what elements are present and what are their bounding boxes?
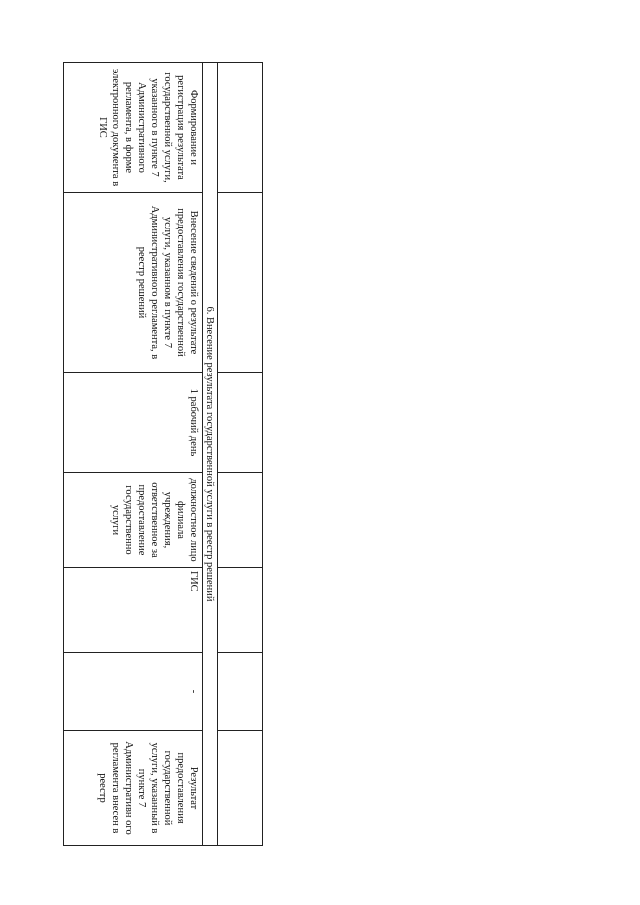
header-cell-empty bbox=[218, 373, 263, 473]
cell-criteria: - bbox=[64, 653, 203, 731]
header-cell-empty bbox=[218, 731, 263, 846]
header-cell-empty bbox=[218, 63, 263, 193]
table-header-row bbox=[218, 63, 263, 846]
header-cell-empty bbox=[218, 193, 263, 373]
header-cell-empty bbox=[218, 568, 263, 653]
header-cell-empty bbox=[218, 653, 263, 731]
rotated-table bbox=[63, 62, 263, 845]
section-title-row bbox=[203, 63, 218, 846]
cell-action-content: Внесение сведений о результате предоставления государственной услуги, указанном в пункте 7 Административного регламента, в реестр решений bbox=[64, 193, 203, 373]
cell-result: Результат предоставления государственной услуги, указанный в пункте 7 Административн ого регламента внесен в реестр bbox=[64, 731, 203, 846]
cell-responsible: должностное лицо филиала учреждения, ответственное за предоставление государственно услуги bbox=[64, 473, 203, 568]
page-number-container bbox=[0, 0, 20, 20]
cell-system: ГИС bbox=[64, 568, 203, 653]
section-title: 6. Внесение результата государственной услуги в реестр решений bbox=[203, 63, 218, 846]
procedure-table bbox=[63, 62, 263, 846]
cell-duration: 1 рабочий день bbox=[64, 373, 203, 473]
cell-action-base: Формирование и регистрация результата государственной услуги, указанного в пункте 7 Административного регламента, в форме электронного документа в ГИС bbox=[64, 63, 203, 193]
table-row bbox=[64, 63, 203, 846]
header-cell-empty bbox=[218, 473, 263, 568]
